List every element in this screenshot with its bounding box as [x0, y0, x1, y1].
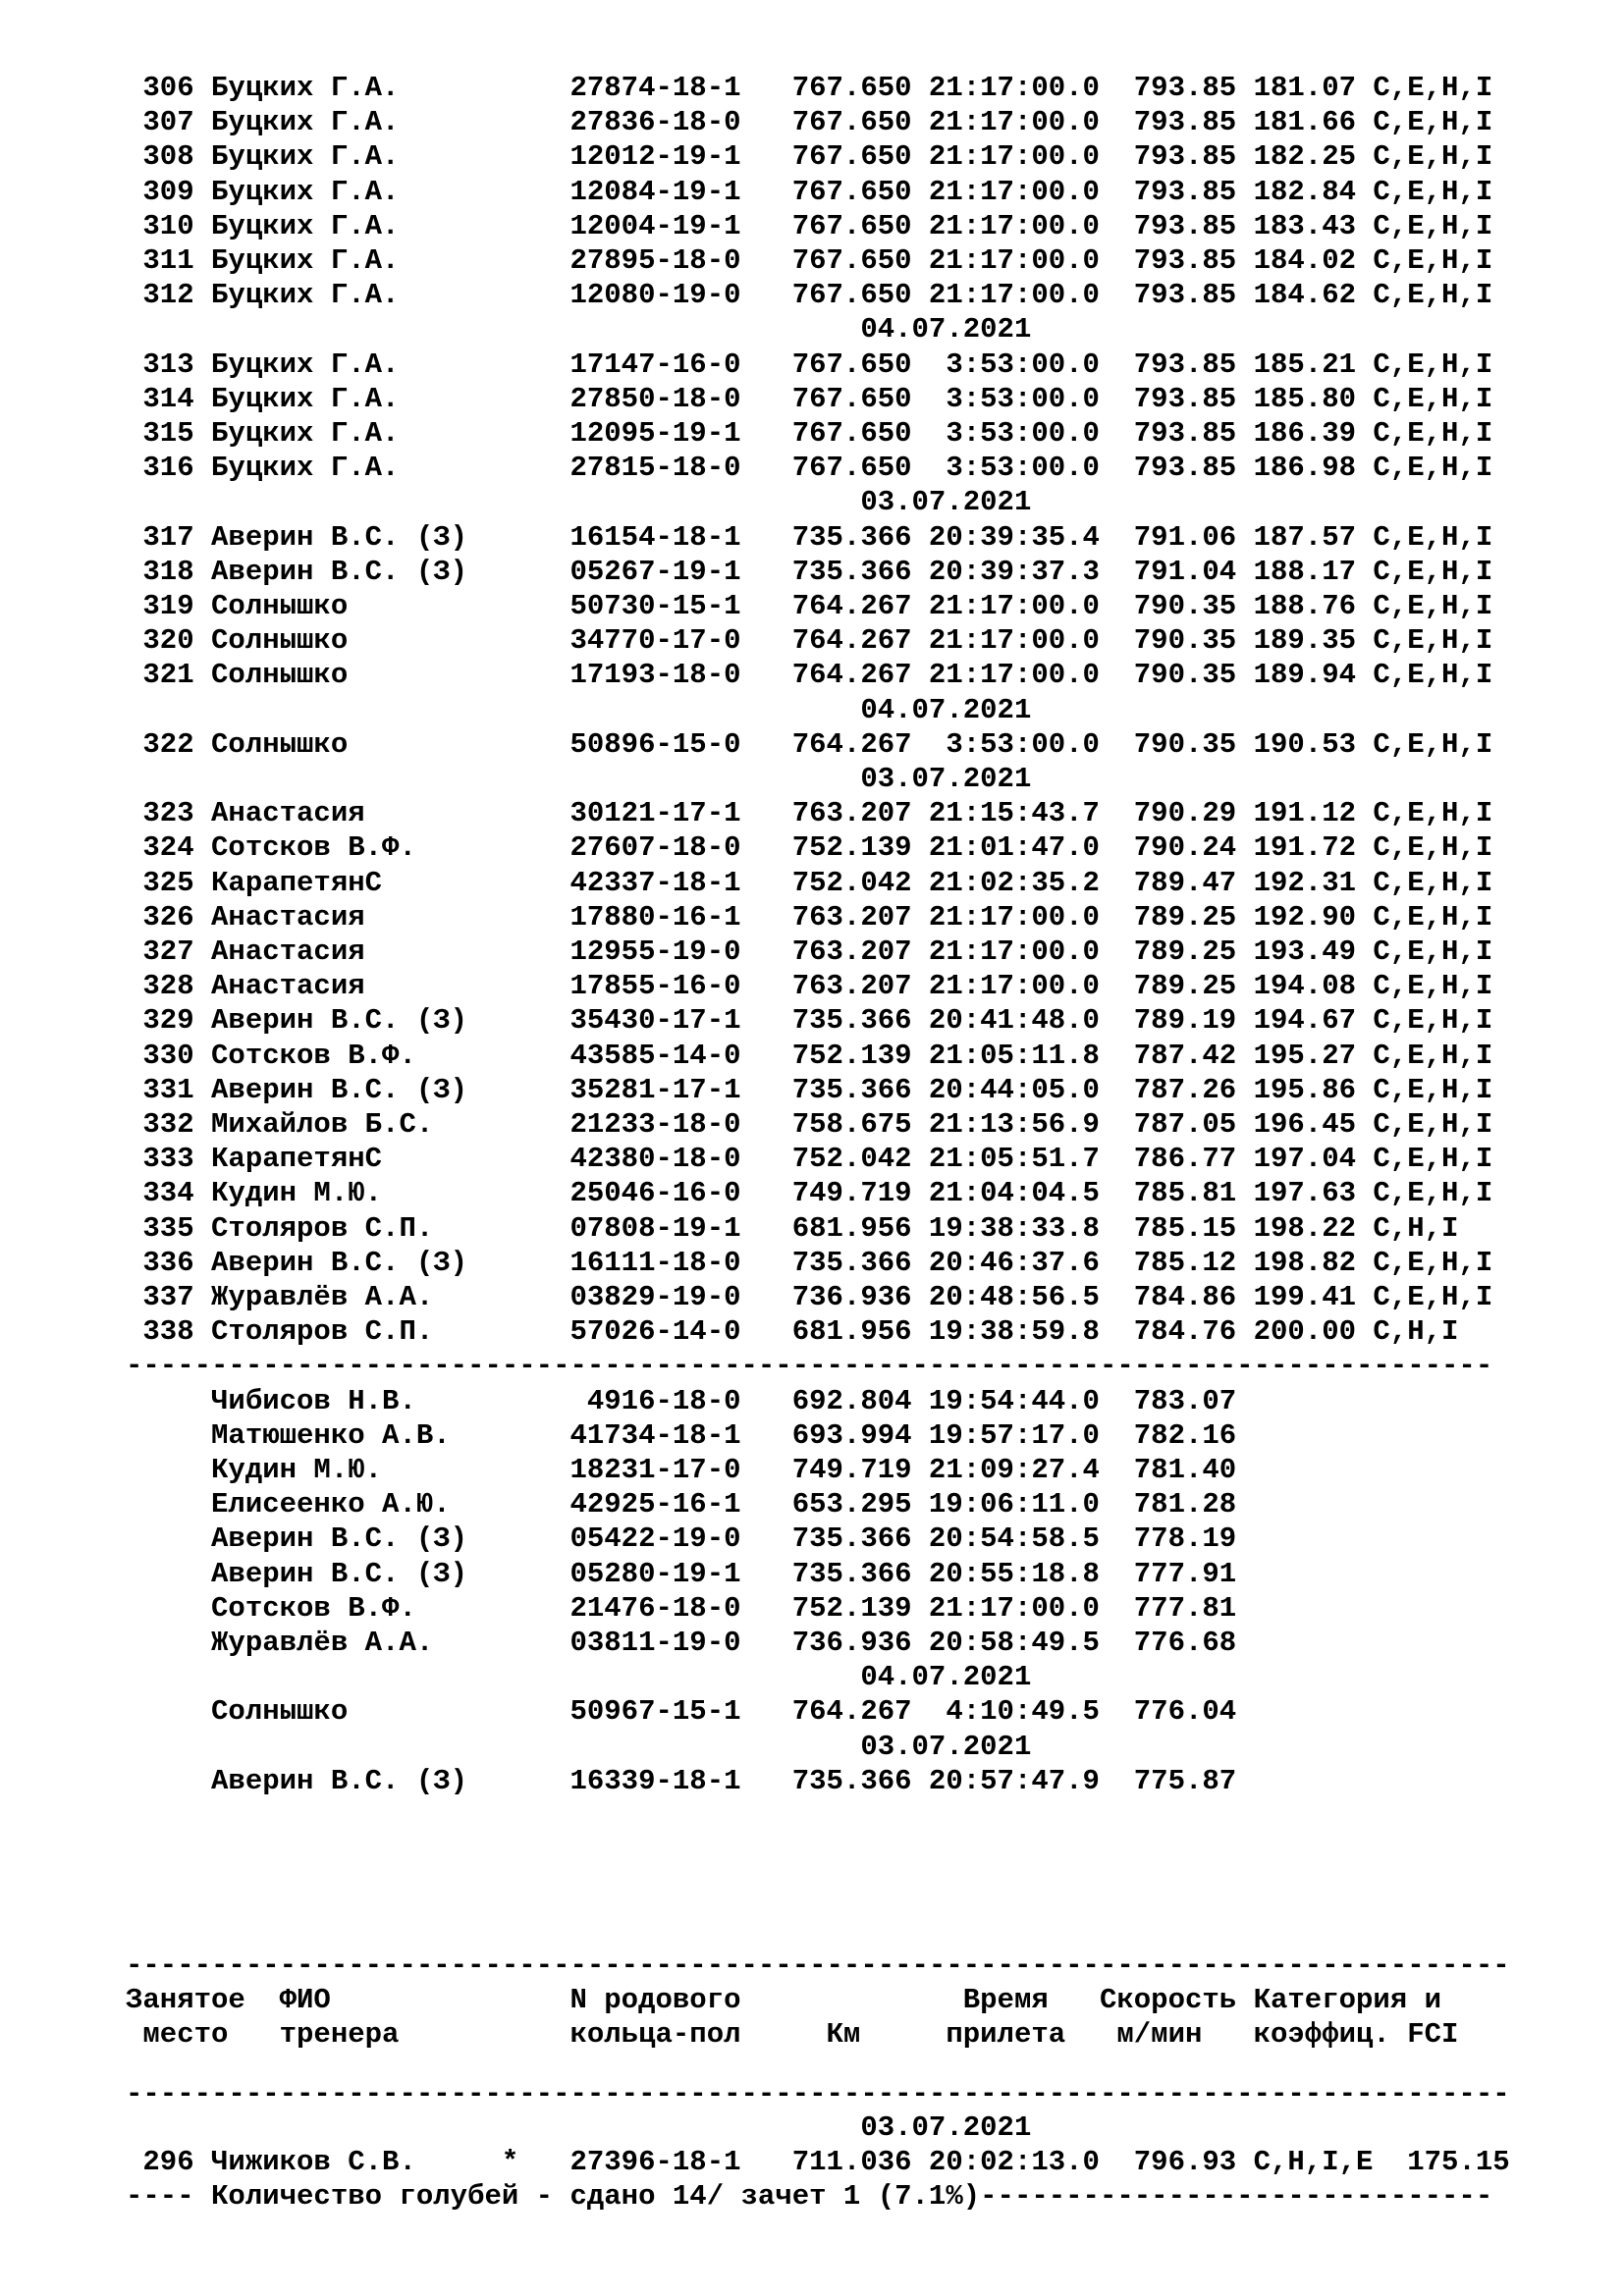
result-line: Аверин В.С. (З) 05422-19-0 735.366 20:54:58.5 778.19: [126, 1522, 1237, 1556]
result-line: Кудин М.Ю. 18231-17-0 749.719 21:09:27.4 781.40: [126, 1454, 1237, 1486]
result-line: Чибисов Н.В. 4916-18-0 692.804 19:54:44.0 783.07: [126, 1384, 1237, 1417]
result-line: 309 Буцких Г.А. 12084-19-1 767.650 21:17:00.0 793.85 182.84 C,E,H,I: [126, 175, 1493, 208]
result-line: 03.07.2021: [126, 763, 1032, 795]
result-line: 325 КарапетянС 42337-18-1 752.042 21:02:35.2 789.47 192.31 C,E,H,I: [126, 866, 1493, 899]
result-line: 314 Буцких Г.А. 27850-18-0 767.650 3:53:00.0 793.85 185.80 C,E,H,I: [126, 382, 1493, 415]
footer-divider: ---------------------------------------------------------------------------------: [126, 2078, 1510, 2110]
summary-result-line: 296 Чижиков С.В. * 27396-18-1 711.036 20:02:13.0 796.93 C,H,I,E 175.15: [126, 2146, 1510, 2178]
result-line: 321 Солнышко 17193-18-0 764.267 21:17:00.0 790.35 189.94 C,E,H,I: [126, 659, 1493, 692]
result-line: 338 Столяров С.П. 57026-14-0 681.956 19:38:59.8 784.76 200.00 C,H,I: [126, 1315, 1459, 1349]
result-line: 337 Журавлёв А.А. 03829-19-0 736.936 20:48:56.5 784.86 199.41 C,E,H,I: [126, 1281, 1493, 1313]
date-line: 03.07.2021: [126, 2111, 1032, 2144]
result-line: 307 Буцких Г.А. 27836-18-0 767.650 21:17:00.0 793.85 181.66 C,E,H,I: [126, 106, 1493, 139]
result-line: 315 Буцких Г.А. 12095-19-1 767.650 3:53:00.0 793.85 186.39 C,E,H,I: [126, 417, 1493, 450]
result-line: 04.07.2021: [126, 1661, 1032, 1694]
result-line: 333 КарапетянС 42380-18-0 752.042 21:05:51.7 786.77 197.04 C,E,H,I: [126, 1143, 1493, 1176]
result-line: 330 Сотсков В.Ф. 43585-14-0 752.139 21:05:11.8 787.42 195.27 C,E,H,I: [126, 1039, 1493, 1072]
result-line: Матюшенко А.В. 41734-18-1 693.994 19:57:17.0 782.16: [126, 1418, 1237, 1452]
result-line: 327 Анастасия 12955-19-0 763.207 21:17:00.0 789.25 193.49 C,E,H,I: [126, 935, 1493, 968]
result-line: 04.07.2021: [126, 313, 1032, 347]
result-line: 313 Буцких Г.А. 17147-16-0 767.650 3:53:00.0 793.85 185.21 C,E,H,I: [126, 347, 1493, 381]
result-line: Сотсков В.Ф. 21476-18-0 752.139 21:17:00.0 777.81: [126, 1591, 1237, 1625]
result-line: Аверин В.С. (З) 05280-19-1 735.366 20:55:18.8 777.91: [126, 1557, 1237, 1590]
result-line: 03.07.2021: [126, 486, 1032, 519]
result-line: 336 Аверин В.С. (З) 16111-18-0 735.366 20:46:37.6 785.12 198.82 C,E,H,I: [126, 1246, 1493, 1279]
result-line: 326 Анастасия 17880-16-1 763.207 21:17:00.0 789.25 192.90 C,E,H,I: [126, 900, 1493, 934]
result-line: Солнышко 50967-15-1 764.267 4:10:49.5 776.04: [126, 1695, 1237, 1729]
result-line: 335 Столяров С.П. 07808-19-1 681.956 19:38:33.8 785.15 198.22 C,H,I: [126, 1211, 1459, 1245]
result-line: 308 Буцких Г.А. 12012-19-1 767.650 21:17:00.0 793.85 182.25 C,E,H,I: [126, 140, 1493, 174]
result-line: 312 Буцких Г.А. 12080-19-0 767.650 21:17:00.0 793.85 184.62 C,E,H,I: [126, 279, 1493, 312]
result-line: Елисеенко А.Ю. 42925-16-1 653.295 19:06:11.0 781.28: [126, 1488, 1237, 1522]
result-line: 310 Буцких Г.А. 12004-19-1 767.650 21:17:00.0 793.85 183.43 C,E,H,I: [126, 209, 1493, 242]
result-line: Аверин В.С. (З) 16339-18-1 735.366 20:57:47.9 775.87: [126, 1764, 1237, 1797]
result-line: 317 Аверин В.С. (З) 16154-18-1 735.366 20:39:35.4 791.06 187.57 C,E,H,I: [126, 520, 1493, 554]
result-line: Журавлёв А.А. 03811-19-0 736.936 20:58:49.5 776.68: [126, 1627, 1237, 1659]
result-line: --------------------------------------------------------------------------------: [126, 1350, 1493, 1383]
result-line: 316 Буцких Г.А. 27815-18-0 767.650 3:53:00.0 793.85 186.98 C,E,H,I: [126, 452, 1493, 485]
result-line: 334 Кудин М.Ю. 25046-16-0 749.719 21:04:04.5 785.81 197.63 C,E,H,I: [126, 1177, 1493, 1210]
result-line: 04.07.2021: [126, 693, 1032, 726]
column-header-line: Занятое ФИО N родового Время Скорость Категория и: [126, 1984, 1442, 2016]
result-line: 319 Солнышко 50730-15-1 764.267 21:17:00.0 790.35 188.76 C,E,H,I: [126, 590, 1493, 622]
result-line: 331 Аверин В.С. (З) 35281-17-1 735.366 20:44:05.0 787.26 195.86 C,E,H,I: [126, 1073, 1493, 1106]
result-line: 03.07.2021: [126, 1730, 1032, 1763]
result-line: 318 Аверин В.С. (З) 05267-19-1 735.366 20:39:37.3 791.04 188.17 C,E,H,I: [126, 555, 1493, 588]
result-line: 306 Буцких Г.А. 27874-18-1 767.650 21:17:00.0 793.85 181.07 C,E,H,I: [126, 72, 1493, 104]
footer-divider: ---------------------------------------------------------------------------------: [126, 1949, 1510, 1982]
result-line: 323 Анастасия 30121-17-1 763.207 21:15:43.7 790.29 191.12 C,E,H,I: [126, 797, 1493, 830]
result-line: 332 Михайлов Б.С. 21233-18-0 758.675 21:13:56.9 787.05 196.45 C,E,H,I: [126, 1108, 1493, 1141]
result-line: 311 Буцких Г.А. 27895-18-0 767.650 21:17:00.0 793.85 184.02 C,E,H,I: [126, 244, 1493, 277]
result-line: 328 Анастасия 17855-16-0 763.207 21:17:00.0 789.25 194.08 C,E,H,I: [126, 970, 1493, 1003]
column-header-line: место тренера кольца-пол Км прилета м/мин коэффиц. FCI: [126, 2018, 1459, 2051]
result-line: 322 Солнышко 50896-15-0 764.267 3:53:00.0 790.35 190.53 C,E,H,I: [126, 727, 1493, 761]
result-line: 329 Аверин В.С. (З) 35430-17-1 735.366 20:41:48.0 789.19 194.67 C,E,H,I: [126, 1004, 1493, 1038]
result-line: 324 Сотсков В.Ф. 27607-18-0 752.139 21:01:47.0 790.24 191.72 C,E,H,I: [126, 831, 1493, 865]
pigeon-count-line: ---- Количество голубей - сдано 14/ зачет 1 (7.1%)------------------------------: [126, 2180, 1493, 2213]
result-line: 320 Солнышко 34770-17-0 764.267 21:17:00.0 790.35 189.35 C,E,H,I: [126, 624, 1493, 658]
